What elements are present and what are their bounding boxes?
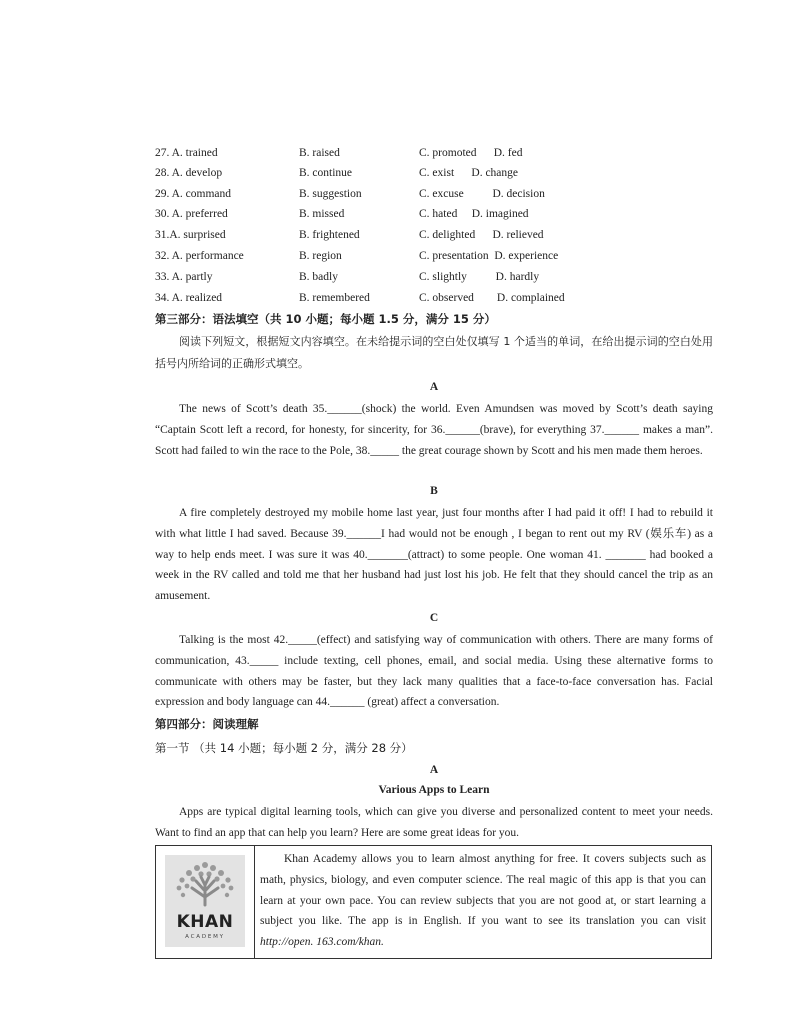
option-a: 27. A. trained xyxy=(155,147,218,159)
passage-b-text: A fire completely destroyed my mobile home last year, just four months after I had paid it off! I had to rebuild it with what little I had saved. Because 39.______I had would not be enough , I began to rent out my RV (娱乐车) as a way to help ends meet. I was sure it was 40._______(attract) to some people. One woman 41. _______ had booked a week in the RV called and told me that her husband had just lost his job. He felt that they should cancel the trip as an amusement. xyxy=(155,507,713,603)
app-description-text: Khan Academy allows you to learn almost anything for free. It covers subjects such as math, physics, biology, and even computer science. The real magic of this app is that you can learn at your own pace. You can review subjects that you are not good at, or start learning a subject you like. The app is in English. If you want to see its translation you can visit xyxy=(260,853,706,928)
option-a: 32. A. performance xyxy=(155,250,244,262)
option-b: B. continue xyxy=(299,167,353,179)
section1-heading: 第一节 （共 14 小题；每小题 2 分，满分 28 分） xyxy=(155,741,413,755)
option-a: 28. A. develop xyxy=(155,167,223,179)
option-cd: C. delighted D. relieved xyxy=(419,229,544,241)
option-cd: C. hated D. imagined xyxy=(419,208,529,220)
option-a: 29. A. command xyxy=(155,188,232,200)
app-description xyxy=(260,849,706,953)
app-table xyxy=(155,845,712,959)
option-b: B. badly xyxy=(299,271,338,283)
part3-title: 第三部分：语法填空（共 10 小题；每小题 1.5 分，满分 15 分） xyxy=(155,312,496,326)
option-b: B. suggestion xyxy=(299,188,362,200)
logo-wordmark: KHAN xyxy=(176,912,234,932)
option-cd: C. slightly D. hardly xyxy=(419,271,540,283)
option-cd: C. excuse D. decision xyxy=(419,188,545,200)
option-cd: C. presentation D. experience xyxy=(419,250,559,262)
reading-intro: Apps are typical digital learning tools, which can give you diverse and personalized content to meet your needs. Want to find an app that can help you learn? Here are some great ideas for you. xyxy=(155,806,713,839)
part3-instruction: 阅读下列短文，根据短文内容填空。在未给提示词的空白处仅填写 1 个适当的单词，在给出提示词的空白处用括号内所给词的正确形式填空。 xyxy=(155,335,713,370)
option-b: B. missed xyxy=(299,208,345,220)
reading-a-label: A xyxy=(429,764,439,776)
passage-a-text: The news of Scott’s death 35.______(shock) the world. Even Amundsen was moved by Scott’s death saying “Captain Scott left a record, for honesty, for sincerity, for 36.______(brave), for everything 37.______ makes a man”. Scott had failed to win the race to the Pole, 38._____ the great courage shown by Scott and his men made them heroes. xyxy=(155,403,713,457)
option-cd: C. promoted D. fed xyxy=(419,147,523,159)
option-cd: C. exist D. change xyxy=(419,167,519,179)
option-cd: C. observed D. complained xyxy=(419,292,565,304)
option-b: B. region xyxy=(299,250,342,262)
logo-cell xyxy=(156,846,255,958)
option-a: 33. A. partly xyxy=(155,271,213,283)
option-b: B. remembered xyxy=(299,292,370,304)
part4-title: 第四部分：阅读理解 xyxy=(155,717,259,731)
logo-subtitle: ACADEMY xyxy=(185,934,225,940)
passage-c-text: Talking is the most 42._____(effect) and satisfying way of communication with others. There are many forms of communication, 43._____ include texting, cell phones, email, and social media. Using these alternative forms to communicate with others may be faster, but they lack many qualities that a face-to-face conversation has. Facial expression and body language can 44.______ (great) affect a conversation. xyxy=(155,634,713,709)
option-a: 34. A. realized xyxy=(155,292,223,304)
app-link[interactable]: http://open. 163.com/khan. xyxy=(260,936,384,949)
passage-a-label: A xyxy=(429,381,439,393)
passage-b-label: B xyxy=(430,485,438,497)
option-b: B. frightened xyxy=(299,229,360,241)
option-b: B. raised xyxy=(299,147,340,159)
passage-c-label: C xyxy=(429,612,439,624)
passage-title: Various Apps to Learn xyxy=(378,784,490,796)
option-a: 30. A. preferred xyxy=(155,208,228,220)
khan-academy-logo xyxy=(165,855,245,947)
option-a: 31.A. surprised xyxy=(155,229,226,241)
